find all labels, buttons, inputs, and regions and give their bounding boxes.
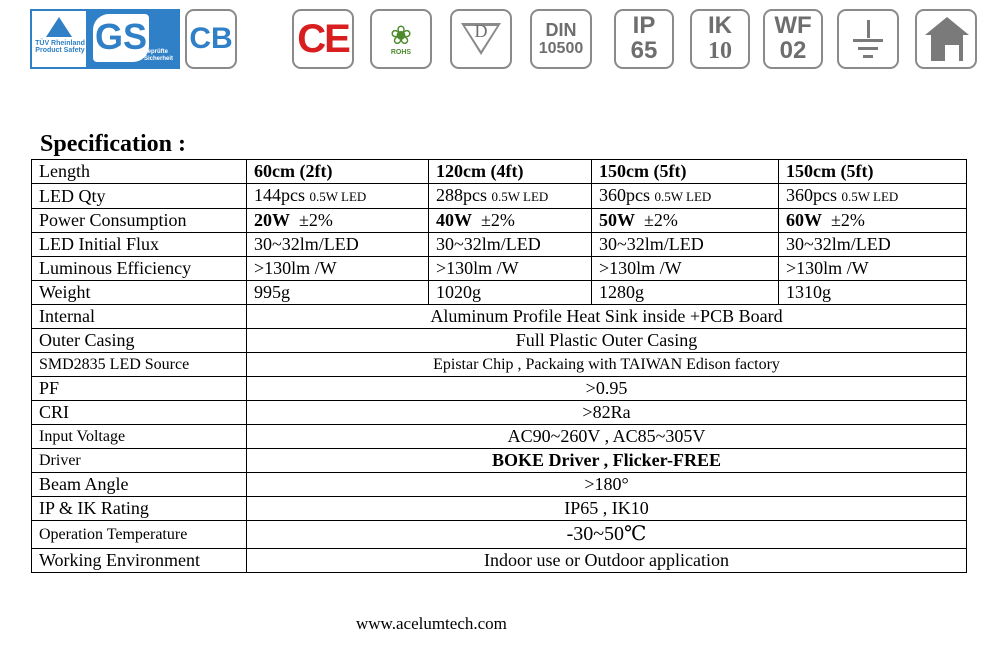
table-cell: 60cm (2ft)	[247, 160, 429, 184]
page-title: Specification :	[40, 131, 186, 157]
ik10-logo	[690, 9, 750, 69]
table-row	[32, 281, 967, 305]
table-cell: AC90~260V , AC85~305V	[247, 425, 967, 449]
table-cell	[592, 209, 779, 233]
row-label: Length	[32, 160, 247, 184]
table-cell: Epistar Chip , Packaing with TAIWAN Edison factory	[247, 353, 967, 377]
row-label: Outer Casing	[32, 329, 247, 353]
tuv-mark	[30, 9, 88, 69]
d-mark-logo	[450, 9, 512, 69]
ground-bar-2	[858, 47, 878, 50]
ground-bar-1	[853, 39, 883, 42]
table-cell	[429, 209, 592, 233]
website-url: www.acelumtech.com	[356, 614, 507, 633]
indoor-use-logo	[915, 9, 977, 69]
power-value: 20W	[254, 210, 290, 230]
table-cell: 1020g	[429, 281, 592, 305]
spec-table	[31, 159, 967, 573]
table-cell: >82Ra	[247, 401, 967, 425]
table-cell: 30~32lm/LED	[592, 233, 779, 257]
tuv-label: TÜV Rheinland Product Safety	[35, 40, 85, 54]
table-cell: 995g	[247, 281, 429, 305]
table-row	[32, 233, 967, 257]
row-label: Internal	[32, 305, 247, 329]
wf-label: WF	[774, 12, 812, 39]
table-row	[32, 305, 967, 329]
row-label: CRI	[32, 401, 247, 425]
table-cell: Indoor use or Outdoor application	[247, 549, 967, 573]
ik-number: 10	[708, 38, 732, 64]
table-row	[32, 209, 967, 233]
table-row	[32, 184, 967, 209]
power-tolerance: ±2%	[831, 210, 865, 230]
table-row	[32, 329, 967, 353]
table-cell: Full Plastic Outer Casing	[247, 329, 967, 353]
led-unit: 0.5W LED	[841, 189, 899, 204]
power-value: 60W	[786, 210, 822, 230]
row-label: Operation Temperature	[32, 521, 247, 549]
led-count: 360pcs	[599, 185, 650, 205]
row-label: Power Consumption	[32, 209, 247, 233]
wf-number: 02	[779, 37, 807, 64]
wf02-logo	[763, 9, 823, 69]
table-cell: Aluminum Profile Heat Sink inside +PCB Board	[247, 305, 967, 329]
table-cell: 30~32lm/LED	[779, 233, 967, 257]
gs-sublabel: geprüfte Sicherheit	[144, 49, 174, 62]
rohs-label: ROHS	[390, 49, 412, 56]
led-unit: 0.5W LED	[654, 189, 712, 204]
table-cell: 1310g	[779, 281, 967, 305]
din-label: DIN	[545, 20, 577, 40]
table-cell: 120cm (4ft)	[429, 160, 592, 184]
table-cell: >130lm /W	[592, 257, 779, 281]
d-letter: D	[474, 21, 488, 41]
din-number: 10500	[538, 40, 584, 57]
ip65-logo	[614, 9, 674, 69]
table-cell	[247, 184, 429, 209]
table-cell: 150cm (5ft)	[592, 160, 779, 184]
row-label: SMD2835 LED Source	[32, 353, 247, 377]
table-cell	[779, 209, 967, 233]
table-row	[32, 401, 967, 425]
table-row	[32, 377, 967, 401]
table-cell	[779, 184, 967, 209]
table-cell	[592, 184, 779, 209]
table-cell: 30~32lm/LED	[247, 233, 429, 257]
laurel-check-icon: ❀	[390, 20, 412, 50]
table-row	[32, 521, 967, 549]
ground-icon	[867, 20, 870, 38]
row-label: LED Qty	[32, 184, 247, 209]
table-row	[32, 473, 967, 497]
table-cell: -30~50℃	[247, 521, 967, 549]
ip-number: 65	[630, 37, 658, 64]
row-label: LED Initial Flux	[32, 233, 247, 257]
led-count: 144pcs	[254, 185, 305, 205]
din-logo	[530, 9, 592, 69]
table-cell: >130lm /W	[429, 257, 592, 281]
row-label: Working Environment	[32, 549, 247, 573]
ce-logo: CE	[292, 9, 354, 69]
power-tolerance: ±2%	[299, 210, 333, 230]
row-label: Beam Angle	[32, 473, 247, 497]
cb-logo: CB	[185, 9, 237, 69]
power-value: 50W	[599, 210, 635, 230]
row-label: Input Voltage	[32, 425, 247, 449]
table-row	[32, 160, 967, 184]
table-cell	[247, 209, 429, 233]
earth-ground-logo	[837, 9, 899, 69]
tuv-gs-logo	[30, 9, 180, 69]
certification-logos	[30, 9, 950, 71]
table-cell: 1280g	[592, 281, 779, 305]
tuv-triangle-icon	[46, 17, 72, 37]
power-tolerance: ±2%	[644, 210, 678, 230]
ground-bar-3	[863, 55, 873, 58]
ik-label: IK	[708, 12, 732, 39]
gs-mark: GS	[93, 14, 149, 62]
led-count: 360pcs	[786, 185, 837, 205]
table-cell: BOKE Driver , Flicker-FREE	[247, 449, 967, 473]
table-cell: >180°	[247, 473, 967, 497]
table-row	[32, 497, 967, 521]
table-row	[32, 353, 967, 377]
table-row	[32, 257, 967, 281]
table-cell: >130lm /W	[247, 257, 429, 281]
row-label: IP & IK Rating	[32, 497, 247, 521]
ip-label: IP	[632, 12, 656, 39]
row-label: Driver	[32, 449, 247, 473]
led-unit: 0.5W LED	[491, 189, 549, 204]
house-door	[945, 45, 959, 61]
table-row	[32, 549, 967, 573]
table-cell: IP65 , IK10	[247, 497, 967, 521]
table-cell	[429, 184, 592, 209]
table-cell: >0.95	[247, 377, 967, 401]
row-label: Luminous Efficiency	[32, 257, 247, 281]
power-tolerance: ±2%	[481, 210, 515, 230]
row-label: Weight	[32, 281, 247, 305]
house-icon	[925, 17, 969, 35]
row-label: PF	[32, 377, 247, 401]
table-row	[32, 425, 967, 449]
table-cell: >130lm /W	[779, 257, 967, 281]
led-count: 288pcs	[436, 185, 487, 205]
led-unit: 0.5W LED	[309, 189, 367, 204]
table-cell: 30~32lm/LED	[429, 233, 592, 257]
table-row	[32, 449, 967, 473]
power-value: 40W	[436, 210, 472, 230]
table-cell: 150cm (5ft)	[779, 160, 967, 184]
rohs-logo	[370, 9, 432, 69]
